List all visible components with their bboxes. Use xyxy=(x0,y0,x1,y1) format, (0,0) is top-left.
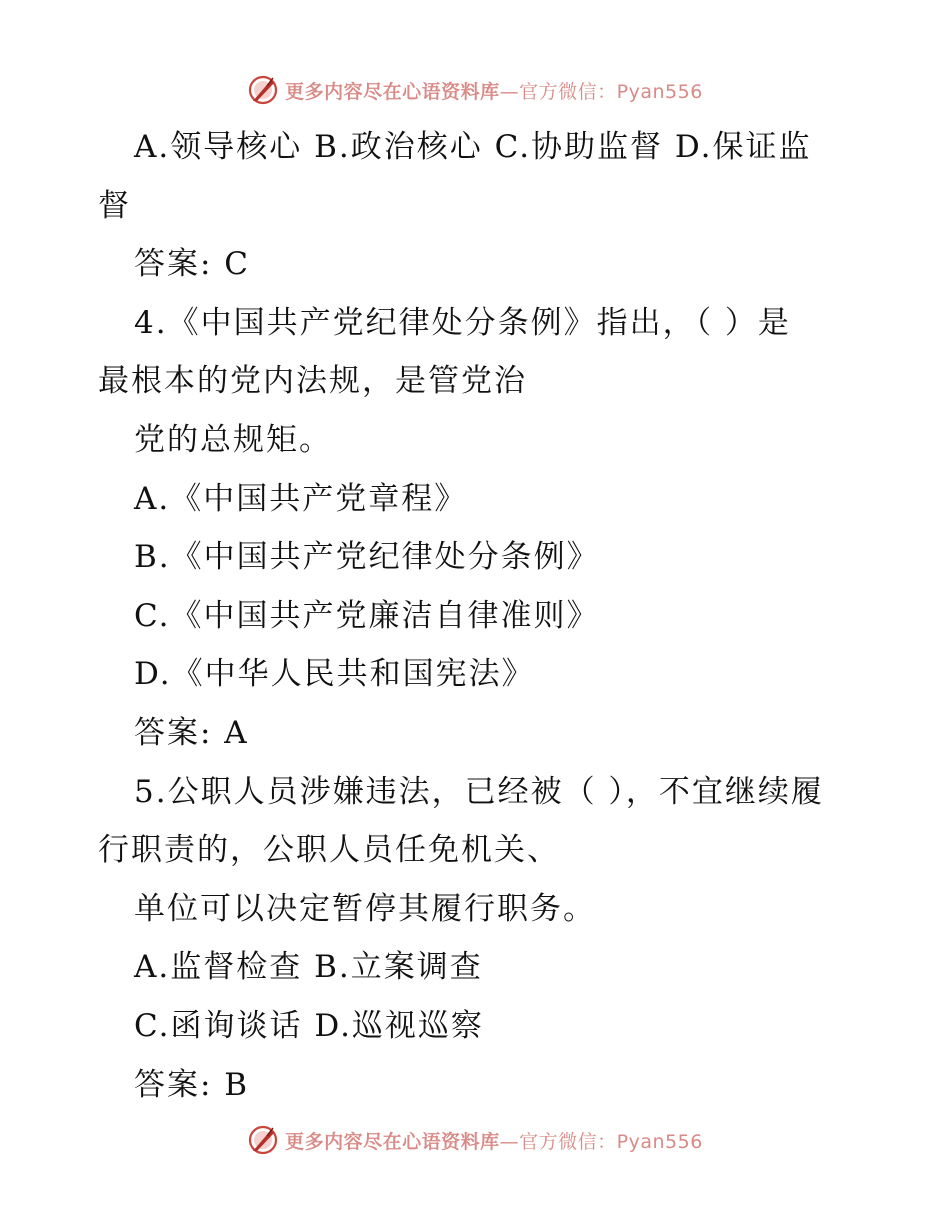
text-line: C.函询谈话 D.巡视巡察 xyxy=(134,1007,484,1044)
text-line: 行职责的，公职人员任免机关、 xyxy=(98,832,560,869)
text-line: D.《中华人民共和国宪法》 xyxy=(134,656,535,693)
header-watermark xyxy=(0,70,950,110)
red-quill-seal-icon xyxy=(247,1124,279,1156)
text-line: B.《中国共产党纪律处分条例》 xyxy=(134,539,600,576)
footer-watermark-content xyxy=(247,1124,703,1156)
text-line: 单位可以决定暂停其履行职务。 xyxy=(134,890,596,927)
text-line: 最根本的党内法规，是管党治 xyxy=(98,363,527,400)
text-line: A.《中国共产党章程》 xyxy=(134,480,468,517)
watermark-wechat: 官方微信：Pyan556 xyxy=(519,1130,703,1153)
text-line: A.监督检查 B.立案调查 xyxy=(134,949,483,986)
text-line: A.领导核心 B.政治核心 C.协助监督 D.保证监 xyxy=(134,129,812,165)
text-line: 答案: B xyxy=(134,1066,250,1103)
header-watermark-content xyxy=(247,74,703,106)
text-line: 4.《中国共产党纪律处分条例》指出，（ ）是 xyxy=(134,304,791,341)
watermark-promo: 更多内容尽在心语资料库 xyxy=(285,1130,500,1153)
watermark-text xyxy=(285,1127,703,1154)
document-body xyxy=(98,118,858,1114)
watermark-text xyxy=(285,77,703,104)
footer-watermark xyxy=(0,1120,950,1160)
watermark-wechat: 官方微信：Pyan556 xyxy=(519,80,703,103)
text-line: 5.公职人员涉嫌违法，已经被（ ），不宜继续履 xyxy=(134,773,824,810)
watermark-promo: 更多内容尽在心语资料库 xyxy=(285,80,500,103)
text-line: 答案: C xyxy=(134,246,251,283)
text-line: 督 xyxy=(98,187,131,224)
text-line: 党的总规矩。 xyxy=(134,421,332,458)
text-line: C.《中国共产党廉洁自律准则》 xyxy=(134,597,600,634)
watermark-separator: — xyxy=(499,80,520,103)
red-quill-seal-icon xyxy=(247,74,279,106)
watermark-separator: — xyxy=(499,1130,520,1153)
text-line: 答案: A xyxy=(134,714,249,751)
